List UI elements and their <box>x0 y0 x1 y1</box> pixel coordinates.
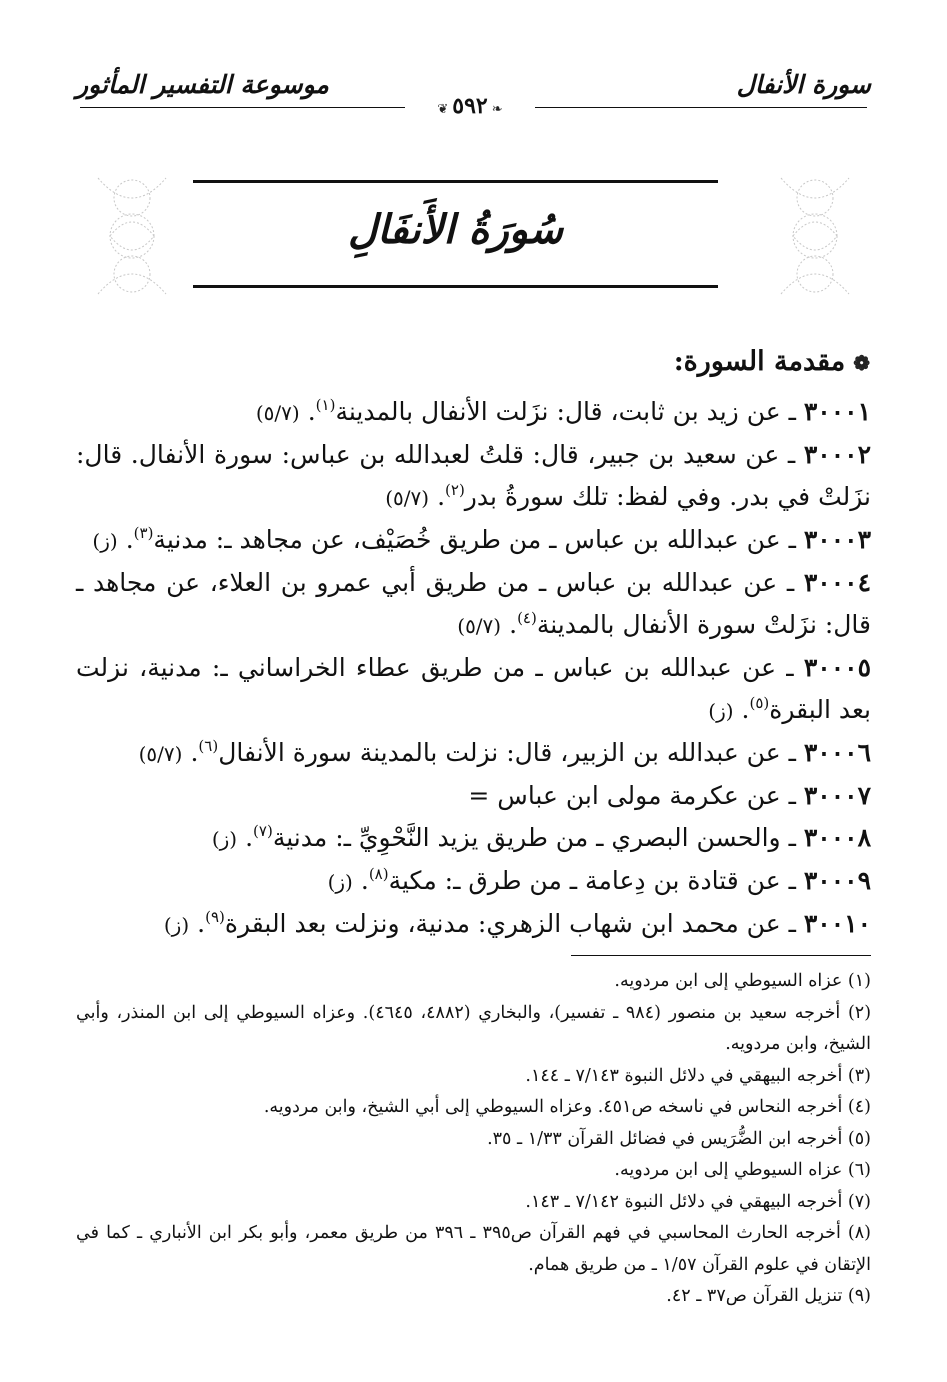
footnote: (٩) تنزيل القرآن ص٣٧ ـ ٤٢. <box>666 1286 871 1306</box>
footnote: (١) عزاه السيوطي إلى ابن مردويه. <box>614 971 871 991</box>
surah-title: سُورَةُ الأَنفَالِ <box>348 206 563 253</box>
narration-tail: . <box>360 866 369 895</box>
narration-number: ٣٠٠٠٧ <box>803 781 871 810</box>
footnote: (٧) أخرجه البيهقي في دلائل النبوة ٧/١٤٢ ـ ١٤٣. <box>525 1191 871 1212</box>
narration-tail: . <box>125 525 134 554</box>
narration-tail: . <box>509 610 518 639</box>
narration-tail: . <box>190 738 199 767</box>
section-heading-text: مقدمة السورة: <box>673 346 846 377</box>
narration-number: ٣٠٠٠٨ <box>803 823 871 852</box>
narration-tail: . <box>307 397 316 426</box>
narration-code: (ز) <box>163 913 190 937</box>
narration-number: ٣٠٠٠٢ <box>803 440 871 469</box>
page-number: ٥٩٢ <box>452 93 488 119</box>
narration-number: ٣٠٠٠٥ <box>803 653 871 682</box>
narration-code: (ز) <box>211 827 238 851</box>
narration-item <box>76 817 871 860</box>
footnote-separator <box>571 955 871 956</box>
footnote-ref: (٧) <box>253 822 273 840</box>
narration-code: (٥/٧) <box>385 486 430 510</box>
narration-item <box>76 903 871 946</box>
narration-code: (ز) <box>92 529 118 553</box>
narration-number: ٣٠٠١٠ <box>803 909 871 938</box>
title-rule-top <box>193 180 718 183</box>
footnote-ref: (٨) <box>368 865 389 883</box>
footnote-ref: (٣) <box>133 524 154 542</box>
footnote-ref: (٢) <box>445 481 465 499</box>
narration-text: ـ عن عبدالله بن عباس ـ من طريق خُصَيْف، عن مجاهد ـ: مدنية <box>153 525 804 554</box>
narration-text: ـ عن قتادة بن دِعامة ـ من طرق ـ: مكية <box>388 866 804 895</box>
footnotes <box>76 966 871 1313</box>
narration-item <box>76 732 871 775</box>
narration-text: ـ عن محمد ابن شهاب الزهري: مدنية، ونزلت بعد البقرة <box>224 909 804 938</box>
narration-tail: . <box>437 482 446 511</box>
footnote: (٨) أخرجه الحارث المحاسبي في فهم القرآن ص٣٩٥ ـ ٣٩٦ من طريق معمر، وأبو بكر ابن الأنباري ـ كما في الإتقان في علوم القرآن ١/٥٧ ـ من طريق همام. <box>76 1223 871 1275</box>
footnote-ref: (٩) <box>205 908 225 926</box>
narration-tail: . <box>741 695 750 724</box>
narration-code: (ز) <box>327 870 353 894</box>
narration-item <box>76 391 871 434</box>
footnote: (٥) أخرجه ابن الضُّرَيس في فضائل القرآن ١/٣٣ ـ ٣٥. <box>487 1128 871 1149</box>
narration-code: (ز) <box>708 699 734 723</box>
footnote-ref: (٥) <box>749 694 770 712</box>
flower-ornament-icon: ❁ <box>853 351 870 375</box>
narration-number: ٣٠٠٠٦ <box>803 738 871 767</box>
narration-code: (٥/٧) <box>255 401 300 425</box>
narration-item <box>76 562 871 647</box>
narration-text: ـ عن سعيد بن جبير، قال: قلتُ لعبدالله بن عباس: سورة الأنفال. قال: نزَلتْ في بدر. وفي لفظ: تلك سورةُ بدر <box>76 440 871 511</box>
narration-number: ٣٠٠٠٩ <box>803 866 871 895</box>
narration-tail: . <box>245 823 254 852</box>
narration-tail: . <box>197 909 206 938</box>
decorative-arabesque-right <box>771 168 859 304</box>
footnote-ref: (٤) <box>517 609 537 627</box>
running-header-left: موسوعة التفسير المأثور <box>76 70 329 99</box>
narration-item <box>76 860 871 903</box>
ornament-icon: ❦ <box>437 102 449 117</box>
footnote: (٣) أخرجه البيهقي في دلائل النبوة ٧/١٤٣ ـ ١٤٤. <box>525 1065 871 1086</box>
ornament-icon: ❧ <box>491 102 503 117</box>
narration-number: ٣٠٠٠٣ <box>803 525 871 554</box>
narration-item <box>76 519 871 562</box>
narration-text: ـ عن عبدالله بن عباس ـ من طريق أبي عمرو بن العلاء، عن مجاهد ـ قال: نزَلتْ سورة الأنفال بالمدينة <box>76 568 871 639</box>
narration-item <box>76 775 871 817</box>
narration-number: ٣٠٠٠١ <box>803 397 871 426</box>
narration-text: ـ عن عكرمة مولى ابن عباس = <box>468 781 804 810</box>
section-heading <box>674 346 870 377</box>
narration-number: ٣٠٠٠٤ <box>803 568 871 597</box>
narration-text: ـ عن عبدالله بن الزبير، قال: نزلت بالمدينة سورة الأنفال <box>218 738 804 767</box>
narration-text: ـ عن عبدالله بن عباس ـ من طريق عطاء الخراساني ـ: مدنية، نزلت بعد البقرة <box>76 653 871 724</box>
running-header-right: سورة الأنفال <box>736 70 871 99</box>
narration-text: ـ والحسن البصري ـ من طريق يزيد النَّحْوِيِّ ـ: مدنية <box>272 823 804 852</box>
footnote-ref: (٦) <box>198 737 219 755</box>
narration-code: (٥/٧) <box>138 742 183 766</box>
title-rule-bottom <box>193 285 718 288</box>
narration-text: ـ عن زيد بن ثابت، قال: نزَلت الأنفال بالمدينة <box>335 397 804 426</box>
narration-code: (٥/٧) <box>457 614 502 638</box>
narration-item <box>76 647 871 732</box>
narrations <box>76 391 871 946</box>
narration-item <box>76 434 871 519</box>
decorative-arabesque-left <box>88 168 176 304</box>
footnote: (٦) عزاه السيوطي إلى ابن مردويه. <box>614 1160 871 1180</box>
footnote: (٢) أخرجه سعيد بن منصور (٩٨٤ ـ تفسير)، والبخاري (٤٨٨٢، ٤٦٤٥). وعزاه السيوطي إلى ابن المنذر، وأبي الشيخ، وابن مردويه. <box>76 1002 872 1054</box>
footnote-ref: (١) <box>315 396 336 414</box>
footnote: (٤) أخرجه النحاس في ناسخه ص٤٥١. وعزاه السيوطي إلى أبي الشيخ، وابن مردويه. <box>263 1097 871 1117</box>
page-number-block <box>405 92 535 120</box>
